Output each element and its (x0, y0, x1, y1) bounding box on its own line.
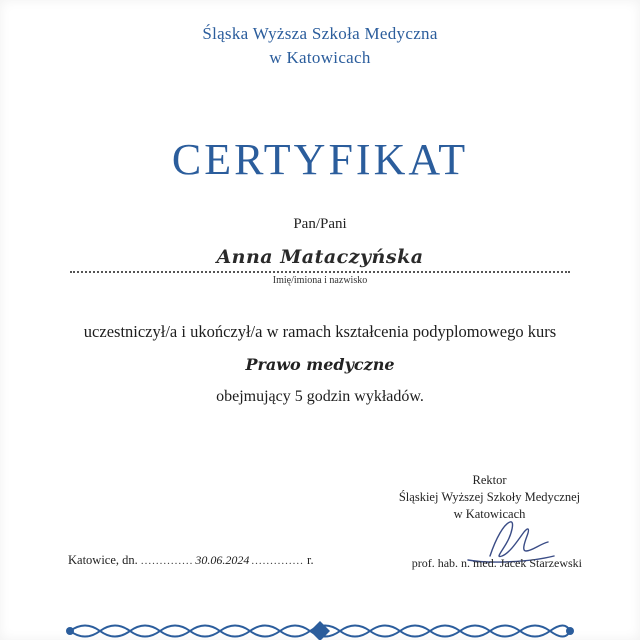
salutation-text: Pan/Pani (293, 216, 347, 232)
institution-line1: Śląska Wyższa Szkoła Medyczna (202, 24, 438, 43)
signatory-role-line1: Rektor (472, 473, 507, 487)
date-suffix: r. (307, 553, 314, 567)
signatory-role-line3: w Katowicach (453, 506, 526, 521)
signatory-role-line2: Śląskiej Wyższej Szkoły Medycznej (398, 489, 581, 504)
body-text-line2: obejmujący 5 godzin wykładów. (216, 388, 424, 405)
date-value: 30.06.2024 (195, 553, 250, 567)
place-date-line (68, 553, 314, 568)
institution-line2: w Katowicach (269, 47, 371, 67)
decorative-border (60, 616, 580, 640)
institution-name (0, 22, 640, 70)
name-dotted-line (70, 271, 570, 273)
name-caption: Imię/imiona i nazwisko (272, 275, 368, 286)
signer-name: prof. hab. n. med. Jacek Starzewski (411, 556, 582, 570)
date-leader-left: .............. (140, 555, 194, 567)
certificate-title: CERTYFIKAT (171, 135, 469, 184)
date-leader-right: .............. (251, 555, 304, 567)
body-text-line1: uczestniczył/a i ukończył/a w ramach kształcenia podyplomowego kurs (83, 322, 557, 341)
place-label: Katowice, dn. (68, 553, 138, 567)
course-name: Prawo medyczne (245, 355, 395, 374)
recipient-name: Anna Mataczyńska (216, 246, 424, 268)
signatory-role-block (397, 472, 582, 523)
